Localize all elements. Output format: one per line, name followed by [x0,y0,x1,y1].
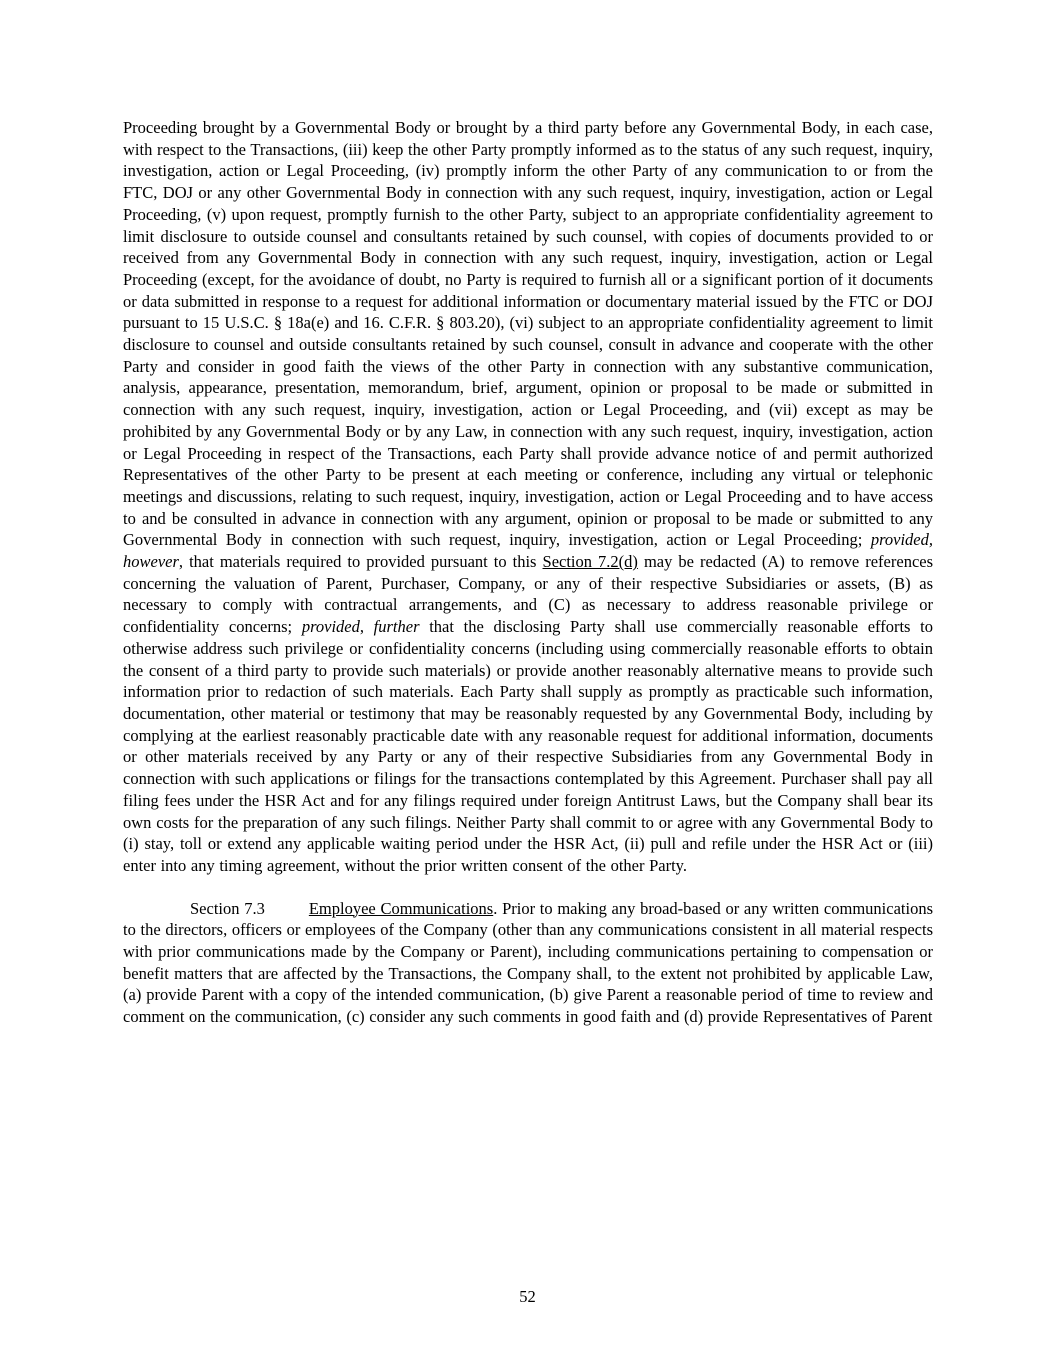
section-7-3-paragraph [123,898,933,1028]
further-italic-run: further [373,617,420,637]
body-text-run: . Prior to making any broad-based or any written communications to the directors, officers or employees of the Company (other than any communications consistent in all material respects with prior communications made by the Company or Parent), including communications pertaining to compensation or benefit matters that are affected by the Transactions, the Company shall, to the extent not prohibited by applicable Law, (a) provide Parent with a copy of the intended communication, (b) give Parent a reasonable period of time to review and comment on the communication, (c) consider any such comments in good faith and (d) provide Representatives of Parent [123,898,933,1027]
body-text-run: may be redacted (A) to remove references concerning the valuation of Parent, Purchaser, Company, or any of their respective Subsidiaries or assets, (B) as necessary to comply with contractual arrangements, and (C) as necessary to address reasonable privilege or confidentiality concerns; [123,552,934,637]
body-text-run: , that materials required to provided pursuant to this [178,552,543,572]
page-number: 52 [519,1287,536,1306]
provided-italic-run: provided [301,617,360,637]
section-heading-employee-communications: Employee Communications [308,898,494,918]
body-text-run: that the disclosing Party shall use commercially reasonable efforts to otherwise address such privilege or confidentiality concerns (including using commercially reasonable efforts to obtain the consent of a third party to provide such materials) or provide another reasonably alternative means to provide such information prior to redaction of such materials. Each Party shall supply as promptly as practicable such information, documentation, other material or testimony that may be reasonably requested by any Governmental Body, including by complying at the earliest reasonably practicable date with any reasonable request for additional information, documents or other materials received by any Party or any of their respective Subsidiaries from any Governmental Body in connection with such applications or filings for the transactions contemplated by this Agreement. Purchaser shall pay all filing fees under the HSR Act and for any filings required under foreign Antitrust Laws, but the Company shall bear its own costs for the preparation of any such filings. Neither Party shall commit to or agree with any Governmental Body to (i) stay, toll or extend any applicable waiting period under the HSR Act, (ii) pull and refile under the HSR Act or (iii) enter into any timing agreement, without the prior written consent of the other Party. [123,617,933,875]
body-text-run: , [359,617,374,637]
body-text-run: Proceeding brought by a Governmental Body or brought by a third party before any Governmental Body, in each case, with respect to the Transactions, (iii) keep the other Party promptly informed as to the status of any such request, inquiry, investigation, action or Legal Proceeding, (iv) promptly inform the other Party of any communication to or from the FTC, DOJ or any other Governmental Body in connection with any such request, inquiry, investigation, action or Legal Proceeding, (v) upon request, promptly furnish to the other Party, subject to an appropriate confidentiality agreement to limit disclosure to outside counsel and consultants retained by such counsel, with copies of documents provided to or received from any Governmental Body in connection with any such request, inquiry, investigation, action or Legal Proceeding (except, for the avoidance of doubt, no Party is required to furnish all or a significant portion of it documents or data submitted in response to a request for additional information or documentary material issued by the FTC or DOJ pursuant to 15 U.S.C. § 18a(e) and 16. C.F.R. § 803.20), (vi) subject to an appropriate confidentiality agreement to limit disclosure to counsel and outside consultants retained by such counsel, consult in advance and cooperate with the other Party and consider in good faith the views of the other Party in connection with any substantive communication, analysis, appearance, presentation, memorandum, brief, argument, opinion or proposal to be made or submitted in connection with any such request, inquiry, investigation, action or Legal Proceeding, and (vii) except as may be prohibited by any Governmental Body or by any Law, in connection with any such request, inquiry, investigation, action or Legal Proceeding in respect of the Transactions, each Party shall provide advance notice of and permit authorized Representatives of the other Party to be present at each meeting or conference, including any virtual or telephonic meetings and discussions, relating to such request, inquiry, investigation, action or Legal Proceeding and to have access to and be consulted in advance in connection with any argument, opinion or proposal to be made or submitted to any Governmental Body in connection with such request, inquiry, investigation, action or Legal Proceeding; [123,118,933,550]
section-number-label: Section 7.3 [190,898,265,918]
section-7-2d-reference: Section 7.2(d) [542,552,638,572]
page-content [123,117,933,1028]
paragraph-continuation [123,117,933,877]
provided-however-italic-run: provided, however [123,530,933,572]
